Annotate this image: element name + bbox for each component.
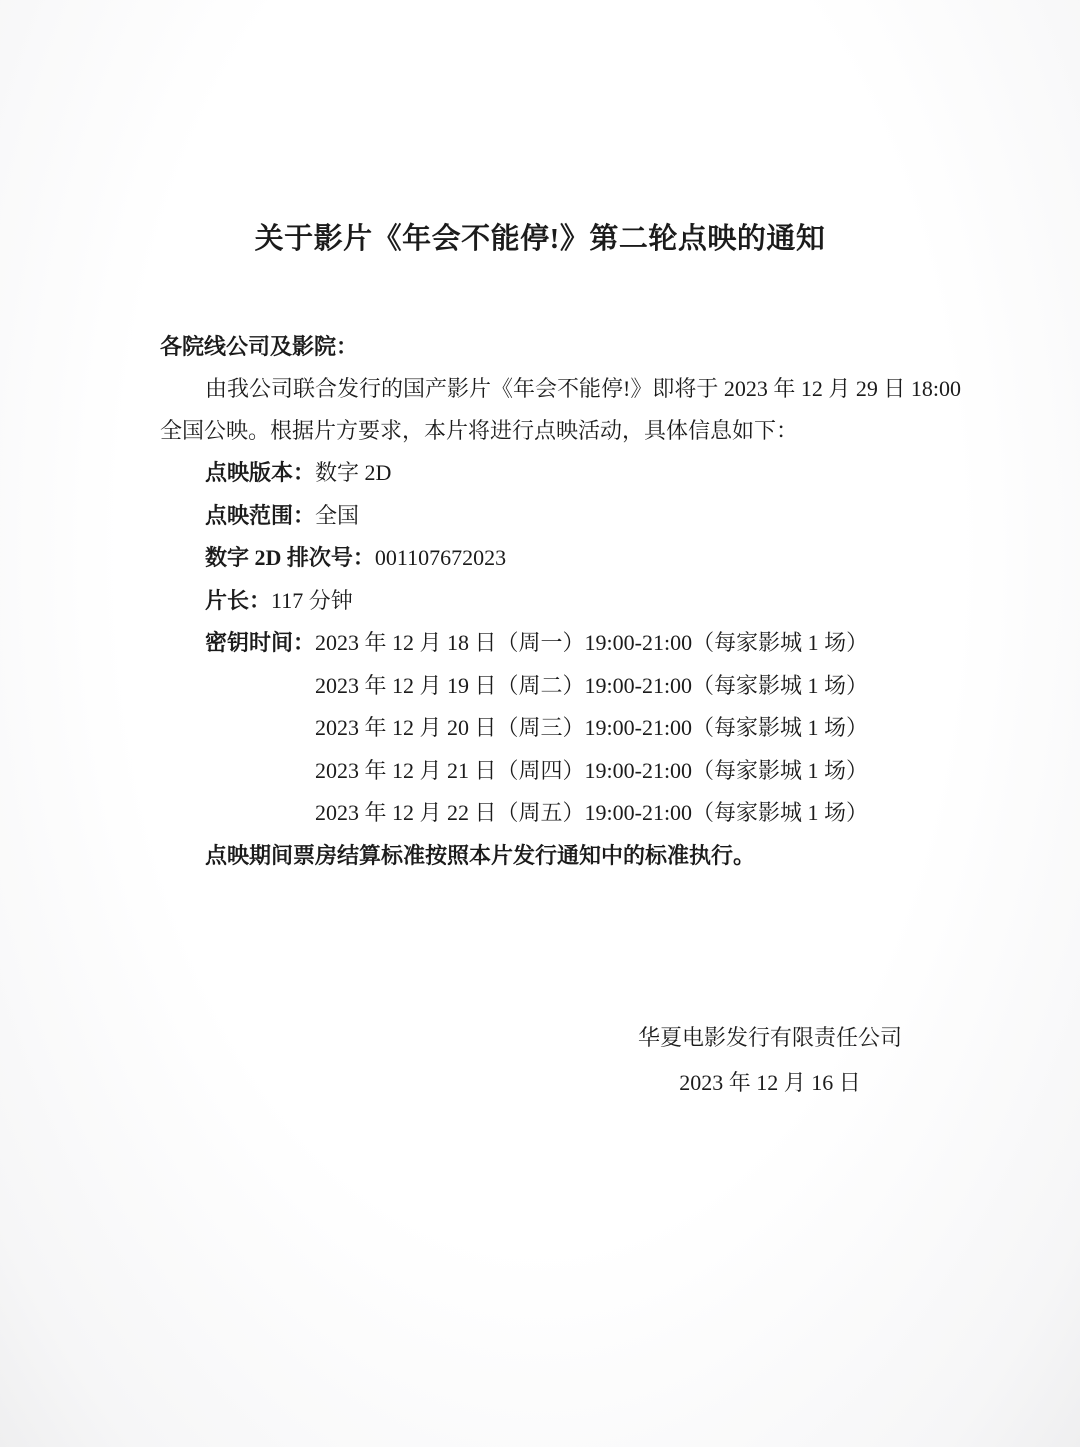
detail-label-scope: 点映范围： (205, 502, 316, 528)
detail-label-serial: 数字 2D 排次号： (205, 545, 375, 570)
detail-value-scope: 全国 (315, 502, 360, 528)
key-time-line-5: 2023 年 12 月 22 日（周五）19:00-21:00（每家影城 1 场） (315, 800, 869, 825)
detail-value-version: 数字 2D (315, 460, 392, 485)
signature-block (615, 1023, 925, 1098)
key-time-line-3: 2023 年 12 月 20 日（周三）19:00-21:00（每家影城 1 场） (315, 715, 869, 740)
detail-label-version: 点映版本： (205, 460, 316, 485)
key-time-line-2: 2023 年 12 月 19 日（周二）19:00-21:00（每家影城 1 场） (315, 672, 869, 698)
detail-value-serial: 001107672023 (374, 545, 507, 570)
signature-date: 2023 年 12 月 16 日 (679, 1070, 861, 1095)
key-time-row (160, 622, 920, 665)
key-time-line-1: 2023 年 12 月 18 日（周一）19:00-21:00（每家影城 1 场） (315, 630, 869, 655)
signature-company: 华夏电影发行有限责任公司 (637, 1025, 902, 1050)
detail-label-runtime: 片长： (205, 587, 272, 613)
intro-paragraph (160, 368, 961, 452)
key-time-label: 密钥时间： (205, 630, 316, 655)
salutation: 各院线公司及影院： (160, 334, 359, 359)
intro-line-2: 全国公映。根据片方要求，本片将进行点映活动，具体信息如下： (160, 418, 799, 443)
notice-title: 关于影片《年会不能停!》第二轮点映的通知 (254, 223, 826, 255)
detail-row-runtime (160, 580, 920, 623)
detail-row-scope (160, 495, 920, 538)
detail-row-serial (160, 537, 920, 580)
intro-line-1: 由我公司联合发行的国产影片《年会不能停!》即将于 2023 年 12 月 29 日 18:00 (205, 376, 961, 401)
closing-note: 点映期间票房结算标准按照本片发行通知中的标准执行。 (205, 842, 756, 868)
detail-value-runtime: 117 分钟 (271, 587, 353, 613)
key-time-line-4: 2023 年 12 月 21 日（周四）19:00-21:00（每家影城 1 场） (315, 757, 869, 783)
detail-row-version (160, 452, 920, 495)
